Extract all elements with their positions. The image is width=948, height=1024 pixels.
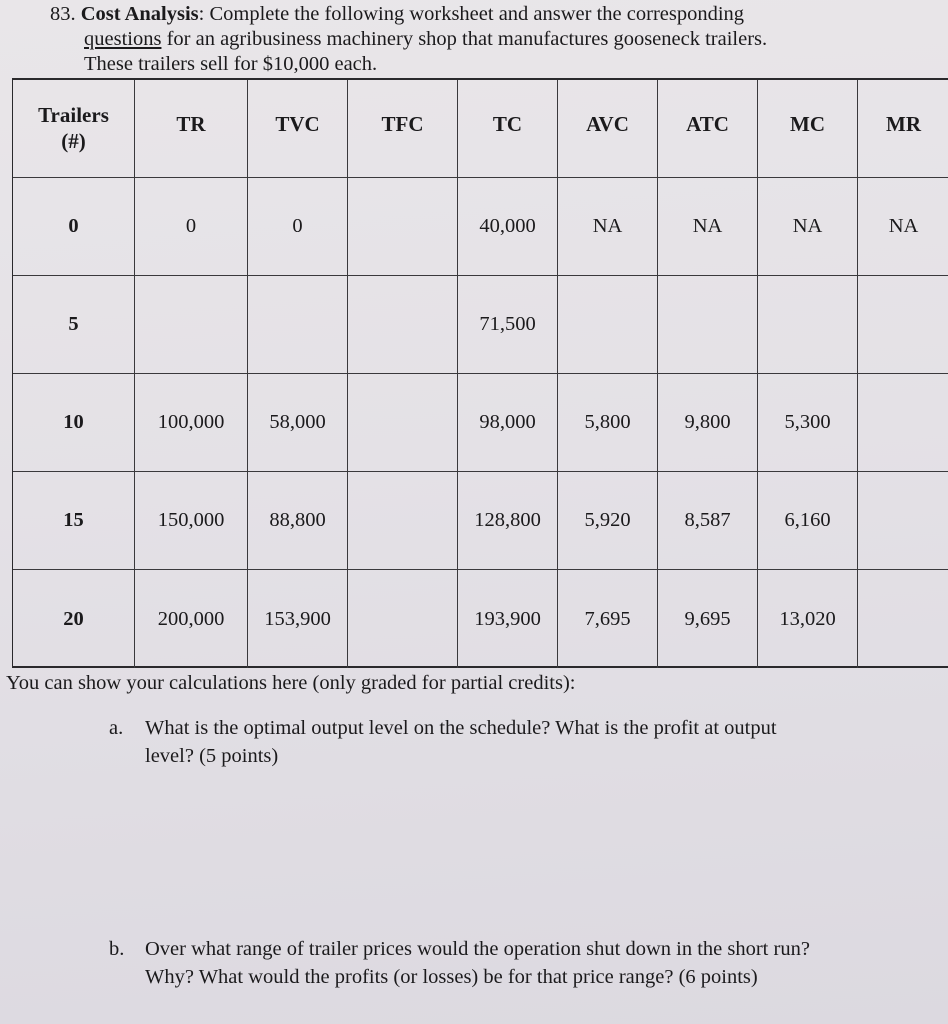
table-row <box>13 374 948 472</box>
cell-tr[interactable] <box>135 276 248 373</box>
cell-mc[interactable]: 13,020 <box>758 570 858 668</box>
cell-tvc[interactable]: 153,900 <box>248 570 348 668</box>
header-trailers-label: Trailers <box>38 103 109 127</box>
cell-tvc[interactable]: 0 <box>248 178 348 275</box>
cell-trailers: 20 <box>13 570 135 668</box>
header-tc: TC <box>458 80 558 177</box>
cell-mr[interactable]: NA <box>888 215 919 237</box>
cell-tvc[interactable] <box>248 276 348 373</box>
cell-tfc[interactable] <box>348 178 458 275</box>
cell-mr[interactable] <box>858 276 948 373</box>
calculations-note: You can show your calculations here (only graded for partial credits): <box>6 672 576 694</box>
header-mr: MR <box>886 112 921 136</box>
header-tvc: TVC <box>248 80 348 177</box>
cell-avc[interactable]: NA <box>558 178 658 275</box>
cell-atc[interactable]: 8,587 <box>658 472 758 569</box>
question-line-3: These trailers sell for $10,000 each. <box>84 53 378 75</box>
cell-atc[interactable] <box>658 276 758 373</box>
question-line-1 <box>50 2 930 27</box>
cell-tr[interactable]: 0 <box>135 178 248 275</box>
subquestion-a-line-1: What is the optimal output level on the schedule? What is the profit at output <box>145 717 777 739</box>
subquestion-b-marker: b. <box>109 938 125 960</box>
cell-tc[interactable]: 128,800 <box>458 472 558 569</box>
cost-worksheet-table <box>12 78 948 668</box>
cell-tfc[interactable] <box>348 374 458 471</box>
table-header-row <box>13 80 948 178</box>
subquestion-b-line-2: Why? What would the profits (or losses) be for that price range? (6 points) <box>145 966 758 988</box>
subquestion-a <box>109 714 905 770</box>
cell-mc[interactable]: 5,300 <box>758 374 858 471</box>
table-row <box>13 276 948 374</box>
cell-avc[interactable]: 7,695 <box>558 570 658 668</box>
cell-tc[interactable]: 193,900 <box>458 570 558 668</box>
cell-tfc[interactable] <box>348 472 458 569</box>
cell-tvc[interactable]: 88,800 <box>248 472 348 569</box>
header-mc: MC <box>758 80 858 177</box>
header-trailers-unit: (#) <box>61 129 86 153</box>
cell-mc[interactable] <box>758 276 858 373</box>
header-atc: ATC <box>658 80 758 177</box>
cell-tfc[interactable] <box>348 570 458 668</box>
question-line-2-text: for an agribusiness machinery shop that manufactures gooseneck trailers. <box>161 28 768 50</box>
cell-tr[interactable]: 200,000 <box>135 570 248 668</box>
subquestion-b <box>109 935 925 991</box>
cell-trailers: 0 <box>13 178 135 275</box>
question-line-2 <box>50 27 930 52</box>
table-row <box>13 178 948 276</box>
cell-trailers: 10 <box>13 374 135 471</box>
table-row <box>13 570 948 668</box>
cell-tr[interactable]: 150,000 <box>135 472 248 569</box>
header-tr: TR <box>135 80 248 177</box>
cell-tc[interactable]: 98,000 <box>458 374 558 471</box>
subquestion-b-line-1: Over what range of trailer prices would the operation shut down in the short run? <box>145 938 810 960</box>
cell-mc[interactable]: 6,160 <box>758 472 858 569</box>
cell-avc[interactable]: 5,920 <box>558 472 658 569</box>
cell-tc[interactable]: 40,000 <box>458 178 558 275</box>
header-avc: AVC <box>558 80 658 177</box>
question-intro: : Complete the following worksheet and answer the corresponding <box>198 3 745 25</box>
cell-mc[interactable]: NA <box>758 178 858 275</box>
cell-tc[interactable]: 71,500 <box>458 276 558 373</box>
header-tfc: TFC <box>348 80 458 177</box>
table-row <box>13 472 948 570</box>
question-title: Cost Analysis <box>80 3 199 25</box>
cell-trailers: 5 <box>13 276 135 373</box>
cell-mr[interactable] <box>858 374 948 471</box>
cell-mr[interactable] <box>858 570 948 668</box>
subquestion-a-marker: a. <box>109 717 124 739</box>
cell-mr[interactable] <box>858 472 948 569</box>
cell-tvc[interactable]: 58,000 <box>248 374 348 471</box>
cell-atc[interactable]: 9,800 <box>658 374 758 471</box>
cell-avc[interactable] <box>558 276 658 373</box>
cell-trailers: 15 <box>13 472 135 569</box>
question-header <box>50 2 930 77</box>
cell-tfc[interactable] <box>348 276 458 373</box>
questions-underlined: questions <box>84 28 162 50</box>
question-number: 83. <box>50 3 76 25</box>
cell-tr[interactable]: 100,000 <box>135 374 248 471</box>
subquestion-a-line-2: level? (5 points) <box>145 745 279 767</box>
cell-atc[interactable]: 9,695 <box>658 570 758 668</box>
header-trailers <box>13 80 135 177</box>
cell-atc[interactable]: NA <box>658 178 758 275</box>
cell-avc[interactable]: 5,800 <box>558 374 658 471</box>
